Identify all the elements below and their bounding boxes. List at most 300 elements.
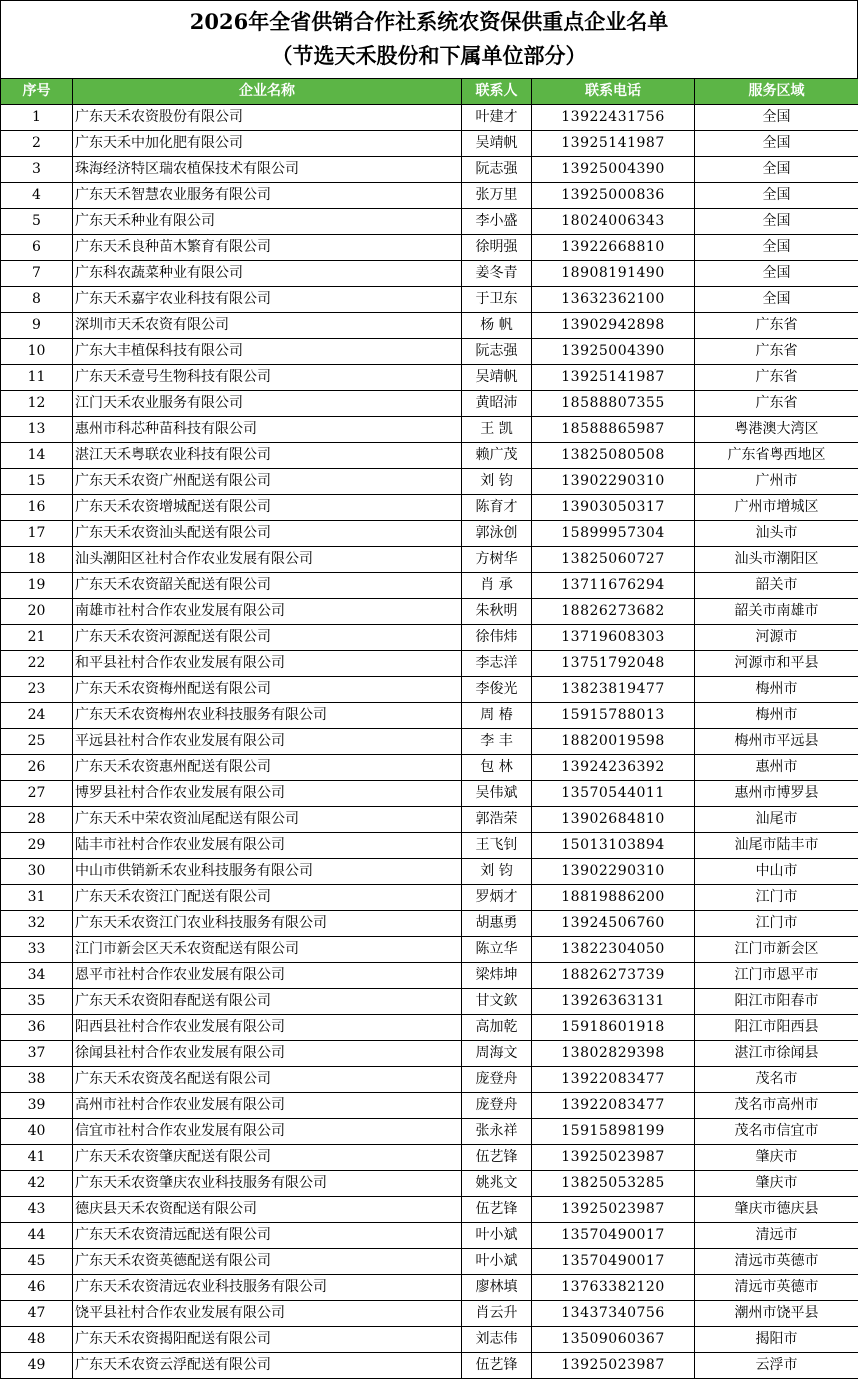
company-name-cell: 广东天禾农资汕头配送有限公司 <box>73 521 462 547</box>
row-index: 45 <box>1 1249 73 1275</box>
contact-person-cell: 李志洋 <box>462 651 532 677</box>
service-area-cell: 清远市英德市 <box>695 1275 858 1301</box>
header-contact: 联系人 <box>462 79 532 105</box>
phone-cell: 13763382120 <box>532 1275 695 1301</box>
row-index: 8 <box>1 287 73 313</box>
contact-person-cell: 李小盛 <box>462 209 532 235</box>
row-index: 47 <box>1 1301 73 1327</box>
table-row <box>1 157 858 183</box>
contact-person-cell: 张永祥 <box>462 1119 532 1145</box>
contact-person-cell: 李 丰 <box>462 729 532 755</box>
service-area-cell: 广州市增城区 <box>695 495 858 521</box>
row-index: 4 <box>1 183 73 209</box>
contact-person-cell: 陈立华 <box>462 937 532 963</box>
contact-person-cell: 赖广茂 <box>462 443 532 469</box>
phone-cell: 13825053285 <box>532 1171 695 1197</box>
phone-cell: 13825060727 <box>532 547 695 573</box>
contact-person-cell: 姚兆文 <box>462 1171 532 1197</box>
service-area-cell: 肇庆市 <box>695 1145 858 1171</box>
table-row <box>1 573 858 599</box>
company-name-cell: 广东天禾农资阳春配送有限公司 <box>73 989 462 1015</box>
row-index: 27 <box>1 781 73 807</box>
table-row <box>1 417 858 443</box>
service-area-cell: 梅州市 <box>695 703 858 729</box>
company-name-cell: 广东天禾农资肇庆配送有限公司 <box>73 1145 462 1171</box>
table-row <box>1 183 858 209</box>
service-area-cell: 江门市 <box>695 911 858 937</box>
service-area-cell: 中山市 <box>695 859 858 885</box>
table-row <box>1 1041 858 1067</box>
contact-person-cell: 梁炜坤 <box>462 963 532 989</box>
phone-cell: 13925141987 <box>532 365 695 391</box>
service-area-cell: 河源市 <box>695 625 858 651</box>
title-block <box>0 0 858 78</box>
phone-cell: 13926363131 <box>532 989 695 1015</box>
row-index: 23 <box>1 677 73 703</box>
table-row <box>1 105 858 131</box>
table-row <box>1 1223 858 1249</box>
table-row <box>1 807 858 833</box>
service-area-cell: 揭阳市 <box>695 1327 858 1353</box>
service-area-cell: 粤港澳大湾区 <box>695 417 858 443</box>
company-name-cell: 广东天禾良种苗木繁育有限公司 <box>73 235 462 261</box>
company-name-cell: 广东天禾农资广州配送有限公司 <box>73 469 462 495</box>
phone-cell: 13925023987 <box>532 1353 695 1379</box>
table-row <box>1 1119 858 1145</box>
row-index: 38 <box>1 1067 73 1093</box>
service-area-cell: 汕头市潮阳区 <box>695 547 858 573</box>
contact-person-cell: 包 林 <box>462 755 532 781</box>
company-name-cell: 广东天禾农资英德配送有限公司 <box>73 1249 462 1275</box>
service-area-cell: 全国 <box>695 261 858 287</box>
row-index: 37 <box>1 1041 73 1067</box>
contact-person-cell: 吴伟斌 <box>462 781 532 807</box>
service-area-cell: 肇庆市德庆县 <box>695 1197 858 1223</box>
service-area-cell: 湛江市徐闻县 <box>695 1041 858 1067</box>
phone-cell: 18588807355 <box>532 391 695 417</box>
phone-cell: 15899957304 <box>532 521 695 547</box>
phone-cell: 13924236392 <box>532 755 695 781</box>
company-name-cell: 江门市新会区天禾农资配送有限公司 <box>73 937 462 963</box>
table-header-row <box>1 79 858 105</box>
row-index: 12 <box>1 391 73 417</box>
company-name-cell: 广东大丰植保科技有限公司 <box>73 339 462 365</box>
service-area-cell: 全国 <box>695 209 858 235</box>
row-index: 11 <box>1 365 73 391</box>
row-index: 3 <box>1 157 73 183</box>
service-area-cell: 全国 <box>695 287 858 313</box>
row-index: 14 <box>1 443 73 469</box>
contact-person-cell: 周海文 <box>462 1041 532 1067</box>
row-index: 28 <box>1 807 73 833</box>
phone-cell: 13825080508 <box>532 443 695 469</box>
table-row <box>1 781 858 807</box>
company-name-cell: 广东科农蔬菜种业有限公司 <box>73 261 462 287</box>
service-area-cell: 阳江市阳西县 <box>695 1015 858 1041</box>
contact-person-cell: 周 椿 <box>462 703 532 729</box>
row-index: 42 <box>1 1171 73 1197</box>
company-name-cell: 阳西县社村合作农业发展有限公司 <box>73 1015 462 1041</box>
table-row <box>1 833 858 859</box>
table-row <box>1 1145 858 1171</box>
phone-cell: 13570490017 <box>532 1249 695 1275</box>
row-index: 13 <box>1 417 73 443</box>
company-name-cell: 广东天禾农资韶关配送有限公司 <box>73 573 462 599</box>
service-area-cell: 茂名市 <box>695 1067 858 1093</box>
company-name-cell: 广东天禾中加化肥有限公司 <box>73 131 462 157</box>
row-index: 10 <box>1 339 73 365</box>
table-row <box>1 963 858 989</box>
row-index: 48 <box>1 1327 73 1353</box>
row-index: 20 <box>1 599 73 625</box>
row-index: 18 <box>1 547 73 573</box>
phone-cell: 18826273682 <box>532 599 695 625</box>
phone-cell: 13711676294 <box>532 573 695 599</box>
contact-person-cell: 方树华 <box>462 547 532 573</box>
phone-cell: 13925000836 <box>532 183 695 209</box>
company-name-cell: 平远县社村合作农业发展有限公司 <box>73 729 462 755</box>
table-row <box>1 339 858 365</box>
company-name-cell: 珠海经济特区瑞农植保技术有限公司 <box>73 157 462 183</box>
table-row <box>1 625 858 651</box>
phone-cell: 18826273739 <box>532 963 695 989</box>
contact-person-cell: 甘文欽 <box>462 989 532 1015</box>
contact-person-cell: 叶建才 <box>462 105 532 131</box>
table-row <box>1 391 858 417</box>
contact-person-cell: 刘 钧 <box>462 469 532 495</box>
table-row <box>1 1327 858 1353</box>
contact-person-cell: 伍艺锋 <box>462 1353 532 1379</box>
table-row <box>1 1301 858 1327</box>
table-row <box>1 911 858 937</box>
row-index: 7 <box>1 261 73 287</box>
row-index: 24 <box>1 703 73 729</box>
phone-cell: 18024006343 <box>532 209 695 235</box>
phone-cell: 13922083477 <box>532 1093 695 1119</box>
table-row <box>1 677 858 703</box>
contact-person-cell: 刘志伟 <box>462 1327 532 1353</box>
phone-cell: 15915788013 <box>532 703 695 729</box>
row-index: 21 <box>1 625 73 651</box>
table-row <box>1 1275 858 1301</box>
row-index: 29 <box>1 833 73 859</box>
company-name-cell: 广东天禾农资梅州配送有限公司 <box>73 677 462 703</box>
row-index: 34 <box>1 963 73 989</box>
company-name-cell: 广东天禾嘉宇农业科技有限公司 <box>73 287 462 313</box>
company-name-cell: 恩平市社村合作农业发展有限公司 <box>73 963 462 989</box>
contact-person-cell: 伍艺锋 <box>462 1197 532 1223</box>
row-index: 5 <box>1 209 73 235</box>
row-index: 32 <box>1 911 73 937</box>
company-name-cell: 广东天禾智慧农业服务有限公司 <box>73 183 462 209</box>
contact-person-cell: 胡惠勇 <box>462 911 532 937</box>
phone-cell: 13925141987 <box>532 131 695 157</box>
service-area-cell: 潮州市饶平县 <box>695 1301 858 1327</box>
table-row <box>1 989 858 1015</box>
table-row <box>1 651 858 677</box>
service-area-cell: 江门市恩平市 <box>695 963 858 989</box>
row-index: 46 <box>1 1275 73 1301</box>
company-name-cell: 广东天禾农资河源配送有限公司 <box>73 625 462 651</box>
row-index: 16 <box>1 495 73 521</box>
table-row <box>1 209 858 235</box>
table-row <box>1 495 858 521</box>
service-area-cell: 广东省 <box>695 365 858 391</box>
header-phone: 联系电话 <box>532 79 695 105</box>
row-index: 17 <box>1 521 73 547</box>
table-row <box>1 1067 858 1093</box>
contact-person-cell: 吴靖帆 <box>462 131 532 157</box>
phone-cell: 15915898199 <box>532 1119 695 1145</box>
company-name-cell: 信宜市社村合作农业发展有限公司 <box>73 1119 462 1145</box>
service-area-cell: 阳江市阳春市 <box>695 989 858 1015</box>
row-index: 22 <box>1 651 73 677</box>
contact-person-cell: 徐明强 <box>462 235 532 261</box>
company-name-cell: 深圳市天禾农资有限公司 <box>73 313 462 339</box>
phone-cell: 13719608303 <box>532 625 695 651</box>
contact-person-cell: 于卫东 <box>462 287 532 313</box>
phone-cell: 13632362100 <box>532 287 695 313</box>
row-index: 9 <box>1 313 73 339</box>
contact-person-cell: 庞登舟 <box>462 1067 532 1093</box>
row-index: 35 <box>1 989 73 1015</box>
company-name-cell: 广东天禾农资茂名配送有限公司 <box>73 1067 462 1093</box>
contact-person-cell: 叶小斌 <box>462 1249 532 1275</box>
row-index: 30 <box>1 859 73 885</box>
phone-cell: 18819886200 <box>532 885 695 911</box>
phone-cell: 13922431756 <box>532 105 695 131</box>
company-name-cell: 广东天禾农资梅州农业科技服务有限公司 <box>73 703 462 729</box>
table-row <box>1 1015 858 1041</box>
service-area-cell: 惠州市博罗县 <box>695 781 858 807</box>
table-row <box>1 937 858 963</box>
company-name-cell: 广东天禾农资江门配送有限公司 <box>73 885 462 911</box>
page-title: 2026年全省供销合作社系统农资保供重点企业名单 <box>189 9 669 34</box>
phone-cell: 15013103894 <box>532 833 695 859</box>
contact-person-cell: 吴靖帆 <box>462 365 532 391</box>
phone-cell: 18588865987 <box>532 417 695 443</box>
phone-cell: 13902290310 <box>532 859 695 885</box>
company-name-cell: 广东天禾农资增城配送有限公司 <box>73 495 462 521</box>
service-area-cell: 汕尾市陆丰市 <box>695 833 858 859</box>
contact-person-cell: 肖云升 <box>462 1301 532 1327</box>
row-index: 19 <box>1 573 73 599</box>
service-area-cell: 清远市 <box>695 1223 858 1249</box>
service-area-cell: 全国 <box>695 183 858 209</box>
phone-cell: 13925023987 <box>532 1145 695 1171</box>
phone-cell: 13922668810 <box>532 235 695 261</box>
header-index: 序号 <box>1 79 73 105</box>
phone-cell: 13823819477 <box>532 677 695 703</box>
row-index: 33 <box>1 937 73 963</box>
company-name-cell: 广东天禾农资清远配送有限公司 <box>73 1223 462 1249</box>
company-name-cell: 广东天禾农资江门农业科技服务有限公司 <box>73 911 462 937</box>
row-index: 25 <box>1 729 73 755</box>
contact-person-cell: 廖林填 <box>462 1275 532 1301</box>
phone-cell: 13903050317 <box>532 495 695 521</box>
table-row <box>1 1249 858 1275</box>
contact-person-cell: 伍艺锋 <box>462 1145 532 1171</box>
phone-cell: 13902684810 <box>532 807 695 833</box>
company-name-cell: 高州市社村合作农业发展有限公司 <box>73 1093 462 1119</box>
row-index: 43 <box>1 1197 73 1223</box>
table-row <box>1 859 858 885</box>
contact-person-cell: 陈育才 <box>462 495 532 521</box>
contact-person-cell: 张万里 <box>462 183 532 209</box>
company-name-cell: 湛江天禾粤联农业科技有限公司 <box>73 443 462 469</box>
service-area-cell: 韶关市 <box>695 573 858 599</box>
company-name-cell: 惠州市科芯种苗科技有限公司 <box>73 417 462 443</box>
phone-cell: 13925023987 <box>532 1197 695 1223</box>
service-area-cell: 广东省 <box>695 313 858 339</box>
service-area-cell: 广州市 <box>695 469 858 495</box>
service-area-cell: 梅州市 <box>695 677 858 703</box>
company-name-cell: 南雄市社村合作农业发展有限公司 <box>73 599 462 625</box>
service-area-cell: 云浮市 <box>695 1353 858 1379</box>
service-area-cell: 清远市英德市 <box>695 1249 858 1275</box>
phone-cell: 13802829398 <box>532 1041 695 1067</box>
service-area-cell: 汕头市 <box>695 521 858 547</box>
table-row <box>1 443 858 469</box>
table-row <box>1 521 858 547</box>
company-name-cell: 广东天禾农资清远农业科技服务有限公司 <box>73 1275 462 1301</box>
company-name-cell: 江门天禾农业服务有限公司 <box>73 391 462 417</box>
phone-cell: 18908191490 <box>532 261 695 287</box>
phone-cell: 13751792048 <box>532 651 695 677</box>
service-area-cell: 江门市 <box>695 885 858 911</box>
contact-person-cell: 郭浩荣 <box>462 807 532 833</box>
row-index: 2 <box>1 131 73 157</box>
row-index: 40 <box>1 1119 73 1145</box>
phone-cell: 13509060367 <box>532 1327 695 1353</box>
contact-person-cell: 阮志强 <box>462 339 532 365</box>
row-index: 36 <box>1 1015 73 1041</box>
row-index: 15 <box>1 469 73 495</box>
table-row <box>1 1197 858 1223</box>
table-row <box>1 131 858 157</box>
row-index: 26 <box>1 755 73 781</box>
service-area-cell: 广东省 <box>695 339 858 365</box>
contact-person-cell: 庞登舟 <box>462 1093 532 1119</box>
table-row <box>1 755 858 781</box>
service-area-cell: 全国 <box>695 235 858 261</box>
table-row <box>1 703 858 729</box>
company-name-cell: 汕头潮阳区社村合作农业发展有限公司 <box>73 547 462 573</box>
phone-cell: 13822304050 <box>532 937 695 963</box>
company-name-cell: 广东天禾农资云浮配送有限公司 <box>73 1353 462 1379</box>
company-name-cell: 广东天禾中荣农资汕尾配送有限公司 <box>73 807 462 833</box>
row-index: 44 <box>1 1223 73 1249</box>
phone-cell: 18820019598 <box>532 729 695 755</box>
contact-person-cell: 徐伟炜 <box>462 625 532 651</box>
table-row <box>1 235 858 261</box>
service-area-cell: 广东省粤西地区 <box>695 443 858 469</box>
contact-person-cell: 王飞钊 <box>462 833 532 859</box>
company-name-cell: 广东天禾农资股份有限公司 <box>73 105 462 131</box>
table-row <box>1 1353 858 1379</box>
table-row <box>1 729 858 755</box>
phone-cell: 13924506760 <box>532 911 695 937</box>
company-name-cell: 广东天禾农资肇庆农业科技服务有限公司 <box>73 1171 462 1197</box>
row-index: 31 <box>1 885 73 911</box>
contact-person-cell: 李俊光 <box>462 677 532 703</box>
service-area-cell: 梅州市平远县 <box>695 729 858 755</box>
phone-cell: 13570544011 <box>532 781 695 807</box>
service-area-cell: 韶关市南雄市 <box>695 599 858 625</box>
enterprise-table <box>0 78 858 1379</box>
table-row <box>1 261 858 287</box>
company-name-cell: 广东天禾壹号生物科技有限公司 <box>73 365 462 391</box>
table-row <box>1 469 858 495</box>
service-area-cell: 江门市新会区 <box>695 937 858 963</box>
contact-person-cell: 朱秋明 <box>462 599 532 625</box>
company-name-cell: 中山市供销新禾农业科技服务有限公司 <box>73 859 462 885</box>
company-name-cell: 广东天禾农资揭阳配送有限公司 <box>73 1327 462 1353</box>
phone-cell: 13925004390 <box>532 339 695 365</box>
company-name-cell: 博罗县社村合作农业发展有限公司 <box>73 781 462 807</box>
phone-cell: 13902290310 <box>532 469 695 495</box>
company-name-cell: 徐闻县社村合作农业发展有限公司 <box>73 1041 462 1067</box>
table-row <box>1 365 858 391</box>
table-body <box>1 105 858 1379</box>
phone-cell: 13437340756 <box>532 1301 695 1327</box>
phone-cell: 13922083477 <box>532 1067 695 1093</box>
contact-person-cell: 罗炳才 <box>462 885 532 911</box>
service-area-cell: 全国 <box>695 105 858 131</box>
header-service-area: 服务区域 <box>695 79 858 105</box>
company-name-cell: 德庆县天禾农资配送有限公司 <box>73 1197 462 1223</box>
contact-person-cell: 肖 承 <box>462 573 532 599</box>
phone-cell: 13570490017 <box>532 1223 695 1249</box>
phone-cell: 15918601918 <box>532 1015 695 1041</box>
table-row <box>1 1093 858 1119</box>
row-index: 6 <box>1 235 73 261</box>
service-area-cell: 广东省 <box>695 391 858 417</box>
contact-person-cell: 黄昭沛 <box>462 391 532 417</box>
row-index: 41 <box>1 1145 73 1171</box>
phone-cell: 13902942898 <box>532 313 695 339</box>
table-row <box>1 547 858 573</box>
contact-person-cell: 郭泳创 <box>462 521 532 547</box>
contact-person-cell: 叶小斌 <box>462 1223 532 1249</box>
service-area-cell: 茂名市高州市 <box>695 1093 858 1119</box>
contact-person-cell: 高加乾 <box>462 1015 532 1041</box>
company-name-cell: 陆丰市社村合作农业发展有限公司 <box>73 833 462 859</box>
table-row <box>1 1171 858 1197</box>
service-area-cell: 茂名市信宜市 <box>695 1119 858 1145</box>
company-name-cell: 广东天禾种业有限公司 <box>73 209 462 235</box>
page-subtitle: （节选天禾股份和下属单位部分） <box>271 43 587 68</box>
service-area-cell: 汕尾市 <box>695 807 858 833</box>
table-row <box>1 313 858 339</box>
contact-person-cell: 姜冬青 <box>462 261 532 287</box>
table-row <box>1 287 858 313</box>
service-area-cell: 河源市和平县 <box>695 651 858 677</box>
phone-cell: 13925004390 <box>532 157 695 183</box>
contact-person-cell: 王 凯 <box>462 417 532 443</box>
table-row <box>1 599 858 625</box>
contact-person-cell: 刘 钧 <box>462 859 532 885</box>
company-name-cell: 饶平县社村合作农业发展有限公司 <box>73 1301 462 1327</box>
table-row <box>1 885 858 911</box>
contact-person-cell: 阮志强 <box>462 157 532 183</box>
contact-person-cell: 杨 帆 <box>462 313 532 339</box>
row-index: 39 <box>1 1093 73 1119</box>
service-area-cell: 肇庆市 <box>695 1171 858 1197</box>
service-area-cell: 全国 <box>695 157 858 183</box>
service-area-cell: 惠州市 <box>695 755 858 781</box>
service-area-cell: 全国 <box>695 131 858 157</box>
